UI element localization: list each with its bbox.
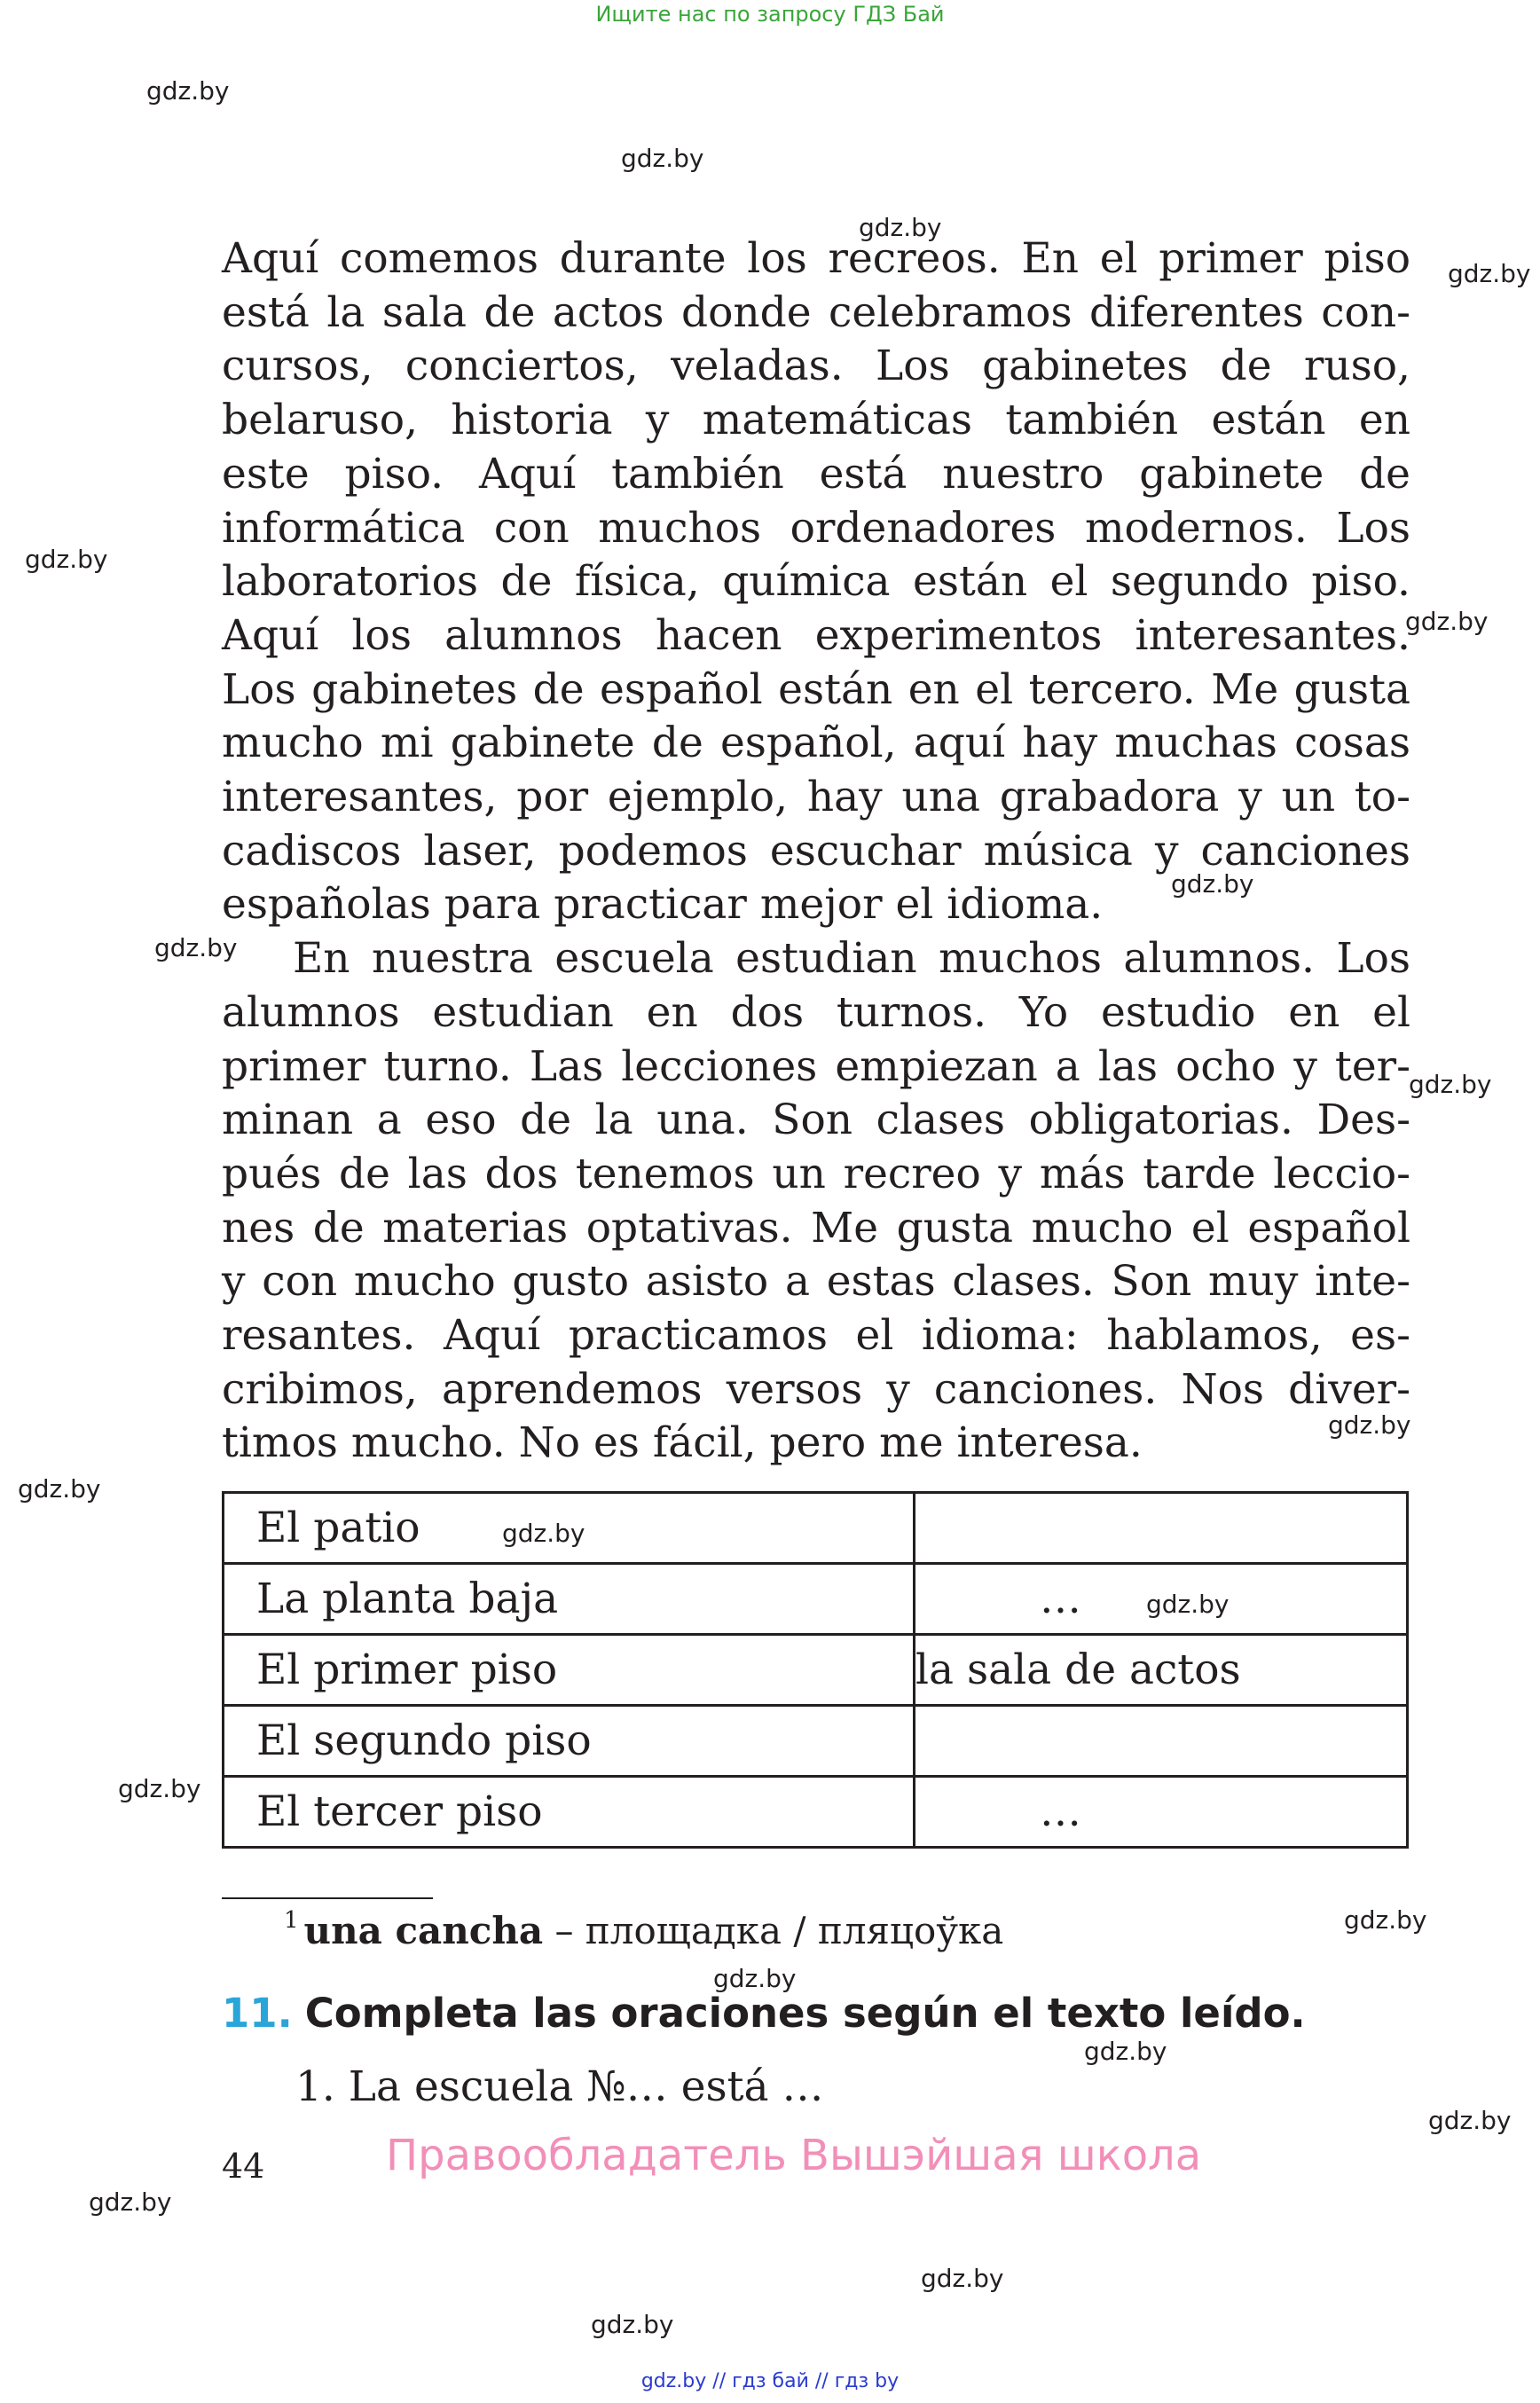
floor-cell: El primer piso — [224, 1635, 915, 1706]
watermark: gdz.by — [591, 2310, 674, 2339]
watermark: gdz.by — [1328, 1410, 1411, 1440]
watermark: gdz.by — [1428, 2106, 1512, 2135]
text-line: Los gabinetes de español están en el tercero. Me gusta — [222, 664, 1410, 714]
text-line: minan a eso de la una. Son clases obligatorias. Des- — [222, 1095, 1410, 1145]
text-line: nes de materias optativas. Me gusta mucho el español — [222, 1203, 1410, 1253]
copyright-notice: Правообладатель Вышэйшая школа — [386, 2131, 1202, 2180]
room-cell: la sala de actos — [915, 1635, 1408, 1706]
text-line: mucho mi gabinete de español, aquí hay muchas cosas — [222, 719, 1410, 768]
page-number: 44 — [222, 2147, 265, 2186]
watermark: gdz.by — [921, 2264, 1004, 2293]
footnote-term: una cancha — [303, 1909, 544, 1952]
watermark: gdz.by — [1409, 1070, 1492, 1099]
text-line: resantes. Aquí practicamos el idioma: hablamos, es- — [222, 1311, 1410, 1361]
table-row — [224, 1777, 1408, 1848]
watermark: gdz.by — [1405, 607, 1489, 636]
watermark: gdz.by — [621, 144, 704, 173]
floor-cell: El patio — [224, 1493, 915, 1564]
footnote — [284, 1907, 1003, 1952]
text-line: y con mucho gusto asisto a estas clases. Son muy inte- — [222, 1257, 1410, 1307]
text-line: Aquí comemos durante los recreos. En el primer piso — [222, 234, 1410, 283]
room-cell: … — [915, 1564, 1408, 1635]
table-row — [224, 1706, 1408, 1777]
exercise-number: 11. — [222, 1990, 293, 2037]
bottom-links[interactable]: gdz.by // гдз бай // гдз by — [640, 2370, 900, 2392]
exercise-instruction: Completa las oraciones según el texto leído. — [304, 1990, 1306, 2037]
text-line: cadiscos laser, podemos escuchar música y canciones — [222, 826, 1410, 876]
watermark: gdz.by — [89, 2187, 172, 2217]
watermark: gdz.by — [1448, 259, 1531, 288]
text-line: belaruso, historia y matemáticas también están en — [222, 396, 1410, 445]
room-cell — [915, 1706, 1408, 1777]
watermark: gdz.by — [1344, 1905, 1427, 1935]
text-line: españolas para practicar mejor el idioma. — [222, 880, 1104, 930]
text-line: interesantes, por ejemplo, hay una grabadora y un to- — [222, 773, 1410, 822]
watermark: gdz.by — [18, 1474, 101, 1504]
text-line: primer turno. Las lecciones empiezan a las ocho y ter- — [222, 1041, 1410, 1091]
text-line: Aquí los alumnos hacen experimentos interesantes. — [222, 610, 1410, 660]
watermark: gdz.by — [859, 213, 942, 242]
text-line: laboratorios de física, química están el segundo piso. — [222, 557, 1410, 607]
room-cell — [915, 1493, 1408, 1564]
text-line: cribimos, aprendemos versos y canciones. Nos diver- — [222, 1364, 1410, 1414]
watermark: gdz.by — [154, 933, 238, 962]
watermark: gdz.by — [1084, 2037, 1167, 2066]
text-line: pués de las dos tenemos un recreo y más tarde leccio- — [222, 1149, 1410, 1198]
main-text — [222, 232, 1410, 1471]
exercise-item: 1. La escuela №… está … — [295, 2062, 824, 2111]
text-line: informática con muchos ordenadores modernos. Los — [222, 503, 1410, 553]
exercise-heading — [222, 1990, 1306, 2037]
facilities-table — [222, 1491, 1409, 1849]
watermark: gdz.by — [1171, 869, 1254, 899]
text-line: está la sala de actos donde celebramos diferentes con- — [222, 287, 1410, 337]
watermark: gdz.by — [118, 1774, 201, 1803]
table-row — [224, 1493, 1408, 1564]
table-row — [224, 1635, 1408, 1706]
text-line: timos mucho. No es fácil, pero me interesa. — [222, 1418, 1143, 1468]
floor-cell: La planta baja — [224, 1564, 915, 1635]
floor-cell: El tercer piso — [224, 1777, 915, 1848]
watermark: gdz.by — [25, 545, 108, 574]
room-cell: … — [915, 1777, 1408, 1848]
text-line: este piso. Aquí también está nuestro gabinete de — [222, 449, 1410, 499]
footnote-translation: – площадка / пляцоўка — [543, 1909, 1004, 1952]
text-line: cursos, conciertos, veladas. Los gabinetes de ruso, — [222, 342, 1410, 391]
floor-cell: El segundo piso — [224, 1706, 915, 1777]
watermark: gdz.by — [502, 1519, 585, 1548]
footnote-marker: 1 — [284, 1907, 299, 1934]
watermark: gdz.by — [1146, 1590, 1230, 1619]
text-line: alumnos estudian en dos turnos. Yo estudio en el — [222, 987, 1410, 1037]
watermark: gdz.by — [713, 1964, 797, 1993]
top-banner: Ищите нас по запросу ГДЗ Бай — [595, 2, 945, 27]
table-row — [224, 1564, 1408, 1635]
footnote-divider — [222, 1897, 433, 1899]
watermark: gdz.by — [146, 76, 230, 106]
text-line: En nuestra escuela estudian muchos alumnos. Los — [293, 934, 1410, 984]
